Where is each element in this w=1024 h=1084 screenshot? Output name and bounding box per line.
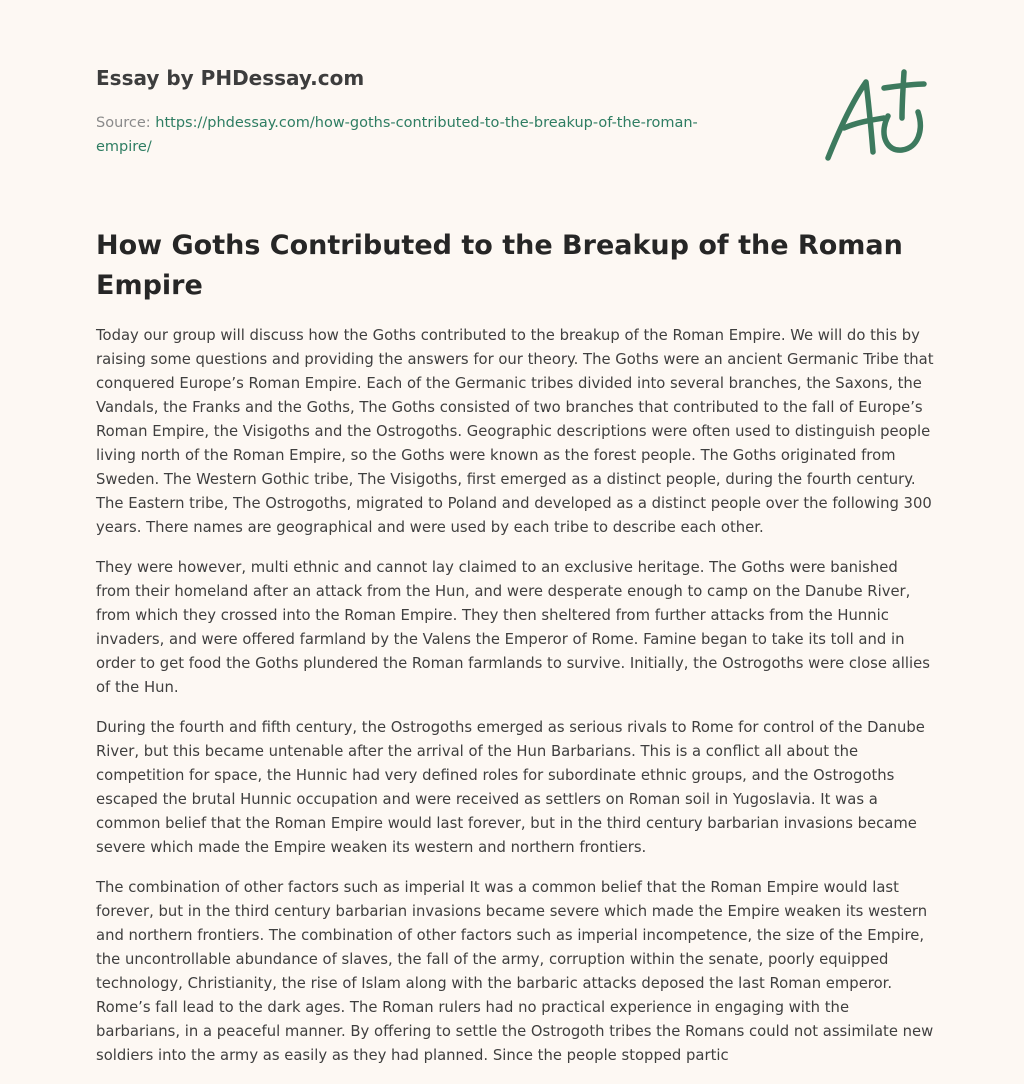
source-link[interactable]: https://phdessay.com/how-goths-contributed-to-the-breakup-of-the-roman-empire/ [96, 115, 698, 155]
essay-title: How Goths Contributed to the Breakup of the Roman Empire [96, 230, 903, 301]
site-label: Essay by PHDessay.com [96, 66, 365, 90]
essay-paragraph: During the fourth and fifth century, the Ostrogoths emerged as serious rivals to Rome for control of the Danube River, but this became untenable after the arrival of the Hun Barbarians. This is a conflict all about the competition for space, the Hunnic had very defined roles for subordinate ethnic groups, and the Ostrogoths escaped the brutal Hunnic occupation and were received as settlers on Roman soil in Yugoslavia. It was a common belief that the Roman Empire would last forever, but in the third century barbarian invasions became severe which made the Empire weaken its western and northern frontiers. [96, 719, 925, 856]
source-label: Source: [96, 115, 156, 131]
essay-body [96, 324, 934, 1084]
a-plus-logo-icon [818, 66, 930, 166]
essay-paragraph: Today our group will discuss how the Goths contributed to the breakup of the Roman Empire. We will do this by raising some questions and providing the answers for our theory. The Goths were an ancient Germanic Tribe that conquered Europe’s Roman Empire. Each of the Germanic tribes divided into several branches, the Saxons, the Vandals, the Franks and the Goths, The Goths consisted of two branches that contributed to the fall of Europe’s Roman Empire, the Visigoths and the Ostrogoths. Geographic descriptions were often used to distinguish people living north of the Roman Empire, so the Goths were known as the forest people. The Goths originated from Sweden. The Western Gothic tribe, The Visigoths, first emerged as a distinct people, during the fourth century. The Eastern tribe, The Ostrogoths, migrated to Poland and developed as a distinct people over the following 300 years. There names are geographical and were used by each tribe to describe each other. [96, 327, 934, 536]
source-line [96, 111, 716, 159]
essay-paragraph: The combination of other factors such as imperial It was a common belief that the Roman Empire would last forever, but in the third century barbarian invasions became severe which made the Empire weaken its western and northern frontiers. The combination of other factors such as imperial incompetence, the size of the Empire, the uncontrollable abundance of slaves, the fall of the army, corruption within the senate, poorly equipped technology, Christianity, the rise of Islam along with the barbaric attacks deposed the last Roman emperor. Rome’s fall lead to the dark ages. The Roman rulers had no practical experience in engaging with the barbarians, in a peaceful manner. By offering to settle the Ostrogoth tribes the Romans could not assimilate new soldiers into the army as easily as they had planned. Since the people stopped partic [96, 879, 934, 1064]
essay-paragraph: They were however, multi ethnic and cannot lay claimed to an exclusive heritage. The Goths were banished from their homeland after an attack from the Hun, and were desperate enough to camp on the Danube River, from which they crossed into the Roman Empire. They then sheltered from further attacks from the Hunnic invaders, and were offered farmland by the Valens the Emperor of Rome. Famine began to take its toll and in order to get food the Goths plundered the Roman farmlands to survive. Initially, the Ostrogoths were close allies of the Hun. [96, 559, 930, 696]
